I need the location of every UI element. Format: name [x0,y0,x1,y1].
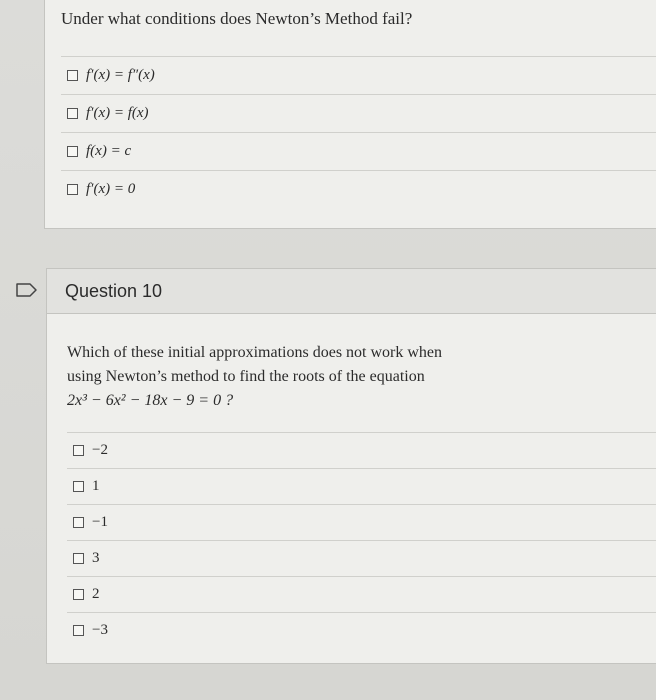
answer-option[interactable] [67,576,656,612]
answer-label: −2 [92,442,108,458]
question-card-10 [46,268,656,664]
answer-label: f(x) = c [86,143,132,159]
answer-option[interactable] [67,540,656,576]
answer-option[interactable] [61,56,656,94]
question-title: Question 10 [65,280,163,301]
answer-label: −1 [92,514,108,530]
answer-label: f′(x) = f″(x) [86,67,155,83]
answer-label: −3 [92,622,108,638]
checkbox-icon[interactable] [73,625,84,636]
checkbox-icon[interactable] [73,517,84,528]
answer-option[interactable] [61,94,656,132]
equation: 2x³ − 6x² − 18x − 9 = 0 ? [67,392,234,409]
answer-label: 2 [92,586,100,602]
prompt-line-2: using Newton’s method to find the roots of the equation [67,368,425,385]
checkbox-icon[interactable] [73,589,84,600]
question-prompt [67,341,537,413]
answer-label: 1 [92,478,100,494]
question-prompt: Under what conditions does Newton’s Method fail? [61,9,413,28]
checkbox-icon[interactable] [73,481,84,492]
answer-option[interactable] [67,504,656,540]
checkbox-icon[interactable] [67,184,78,195]
checkbox-icon[interactable] [67,108,78,119]
checkbox-icon[interactable] [73,445,84,456]
answer-label: f′(x) = 0 [86,181,136,197]
checkbox-icon[interactable] [73,553,84,564]
flag-icon[interactable] [16,283,38,297]
question-card-previous [44,0,656,229]
checkbox-icon[interactable] [67,70,78,81]
answer-label: f′(x) = f(x) [86,105,149,121]
answer-option[interactable] [61,132,656,170]
answer-list [67,432,656,648]
answer-option[interactable] [67,612,656,648]
checkbox-icon[interactable] [67,146,78,157]
answer-option[interactable] [61,170,656,208]
answer-option[interactable] [67,432,656,468]
answer-label: 3 [92,550,100,566]
answer-list [61,56,656,208]
answer-option[interactable] [67,468,656,504]
prompt-line-1: Which of these initial approximations does not work when [67,344,443,361]
question-header [47,269,656,314]
